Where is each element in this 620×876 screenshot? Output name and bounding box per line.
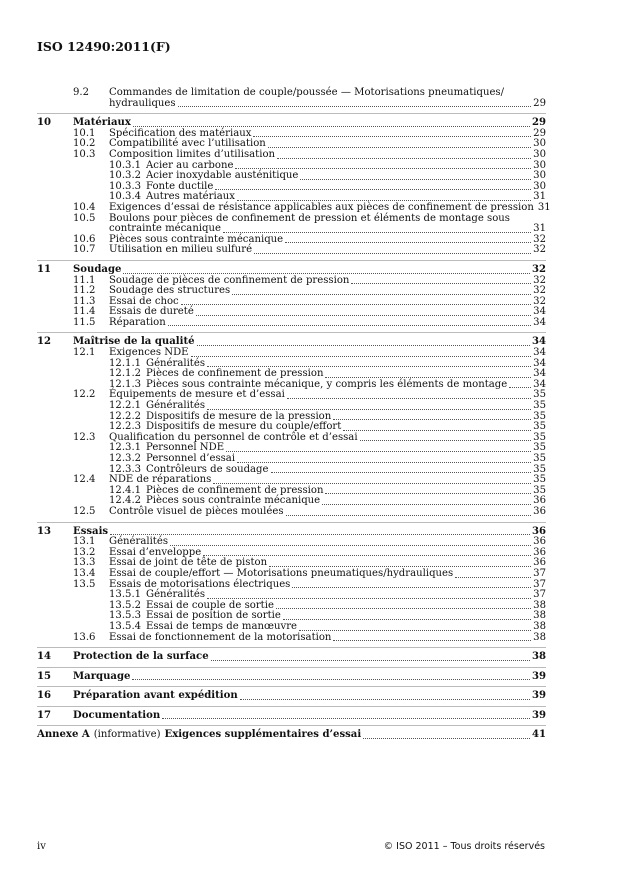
toc-entry-page: 32 bbox=[533, 244, 546, 256]
toc-chapter-number: 17 bbox=[37, 709, 52, 721]
toc-subentry-number: 12.2.3 bbox=[109, 421, 142, 433]
toc-subentry-number: 10.3.3 bbox=[109, 180, 142, 192]
toc-chapter-page: 34 bbox=[531, 336, 546, 348]
toc-subentry-page: 36 bbox=[533, 495, 546, 507]
toc-chapter-number: 11 bbox=[37, 263, 52, 275]
toc-entry-page: 32 bbox=[533, 233, 546, 245]
toc-subentry-title: Pièces sous contrainte mécanique bbox=[146, 495, 321, 507]
toc-entry-number: 13.6 bbox=[73, 631, 96, 643]
toc-subentry-number: 13.5.2 bbox=[109, 599, 142, 611]
toc-entry-number: 12.3 bbox=[73, 431, 96, 443]
toc-subentry-title: Essai de temps de manœuvre bbox=[146, 620, 297, 632]
toc-entry-page: 36 bbox=[533, 536, 546, 548]
toc-chapter bbox=[37, 652, 546, 663]
toc-subentry-title: Généralités bbox=[146, 357, 206, 369]
toc-subentry-number: 12.3.1 bbox=[109, 442, 142, 454]
toc-subentry-title: Acier inoxydable austénitique bbox=[146, 170, 299, 182]
toc-entry-page: 38 bbox=[533, 631, 546, 643]
toc-subentry-title: Contrôleurs de soudage bbox=[146, 463, 269, 475]
toc-entry-title: Soudage de pièces de confinement de pression bbox=[109, 274, 350, 286]
toc-entry-title: Essai d’enveloppe bbox=[109, 546, 202, 558]
toc-entry-number: 13.3 bbox=[73, 557, 96, 569]
toc-entry-number: 9.2 bbox=[73, 87, 90, 98]
toc-entry-number: 13.5 bbox=[73, 578, 96, 590]
toc-entry-page: 32 bbox=[533, 285, 546, 297]
toc-entry-number: 13.1 bbox=[73, 536, 96, 548]
toc-subentry-page: 34 bbox=[533, 368, 546, 380]
toc-entry bbox=[37, 318, 546, 329]
toc-subentry-title: Dispositifs de mesure du couple/effort bbox=[146, 421, 342, 433]
toc-chapter-number: 15 bbox=[37, 670, 52, 682]
toc-entry-title: Composition limites d’utilisation bbox=[109, 148, 276, 160]
toc-entry-page: 35 bbox=[533, 431, 546, 443]
toc-subentry-page: 35 bbox=[533, 421, 546, 433]
toc-chapter-page: 32 bbox=[531, 263, 546, 275]
toc-entry-page: 30 bbox=[533, 138, 546, 150]
toc-subentry-title: Acier au carbone bbox=[146, 159, 234, 171]
toc-entry-number: 10.1 bbox=[73, 127, 96, 139]
toc-entry bbox=[37, 201, 551, 214]
toc-entry-page: 35 bbox=[533, 474, 546, 486]
toc-entry-title: Qualification du personnel de contrôle et d’essai bbox=[109, 431, 358, 443]
toc-subentry-number: 13.5.4 bbox=[109, 620, 142, 632]
toc-subentry bbox=[37, 454, 546, 465]
toc-chapter-number: 12 bbox=[37, 336, 52, 348]
toc-entry-number: 10.4 bbox=[73, 201, 96, 213]
divider bbox=[37, 725, 546, 726]
toc-entry-page: 36 bbox=[533, 546, 546, 558]
toc-subentry-number: 12.1.1 bbox=[109, 357, 142, 369]
page-number: iv bbox=[37, 841, 46, 852]
toc-entry-title: Exigences d’essai de résistance applicables aux pièces de confinement de pression bbox=[109, 201, 534, 213]
toc-entry-number: 11.5 bbox=[73, 316, 96, 328]
toc-entry-title: Essai de fonctionnement de la motorisation bbox=[109, 631, 332, 643]
toc-entry-number: 11.3 bbox=[73, 295, 96, 307]
toc-entry-title: Réparation bbox=[109, 316, 166, 328]
toc-chapter bbox=[37, 711, 546, 722]
annex-label: Annexe A bbox=[37, 729, 90, 741]
toc-entry-page: 36 bbox=[533, 557, 546, 569]
toc-entry-title: Généralités bbox=[109, 536, 169, 548]
toc-subentry-number: 10.3.2 bbox=[109, 170, 142, 182]
toc-chapter-number: 14 bbox=[37, 651, 52, 663]
toc-entry-number: 12.4 bbox=[73, 474, 96, 486]
toc-entry-title: Boulons pour pièces de confinement de pression et éléments de montage sous bbox=[109, 212, 510, 224]
toc-subentry-number: 10.3.1 bbox=[109, 159, 142, 171]
toc-entry-number: 10.5 bbox=[73, 212, 96, 224]
toc-chapter-title: Soudage bbox=[73, 263, 122, 275]
toc-subentry-title: Personnel d’essai bbox=[146, 453, 236, 464]
toc-chapter-title: Préparation avant expédition bbox=[73, 690, 238, 702]
toc-subentry-title: Personnel NDE bbox=[146, 442, 225, 454]
toc-entry-title: Contrôle visuel de pièces moulées bbox=[109, 505, 284, 517]
toc-entry-page: 31 bbox=[533, 223, 546, 235]
toc-chapter-title: Essais bbox=[73, 525, 109, 537]
toc-entry-title: contrainte mécanique bbox=[109, 223, 221, 235]
toc-entry-number: 13.4 bbox=[73, 567, 96, 579]
toc-entry-page: 37 bbox=[533, 567, 546, 579]
toc-entry-title: Exigences NDE bbox=[109, 347, 189, 359]
toc-chapter-page: 39 bbox=[531, 709, 546, 721]
toc-chapter-number: 10 bbox=[37, 117, 52, 129]
toc-entry-number: 10.2 bbox=[73, 138, 96, 150]
toc-chapter-title: Maîtrise de la qualité bbox=[73, 336, 195, 348]
toc-entry-page: 30 bbox=[533, 148, 546, 160]
divider bbox=[37, 332, 546, 333]
toc-entry-number: 12.2 bbox=[73, 389, 96, 401]
toc-chapter-number: 16 bbox=[37, 690, 52, 702]
toc-chapter-number: 13 bbox=[37, 525, 52, 537]
toc-entry-page: 29 bbox=[533, 97, 546, 109]
toc-subentry-page: 35 bbox=[533, 410, 546, 422]
toc-entry-title: NDE de réparations bbox=[109, 474, 212, 486]
annex-title: Exigences supplémentaires d’essai bbox=[164, 729, 362, 741]
toc-entry bbox=[37, 88, 546, 99]
toc-entry-title: Compatibilité avec l’utilisation bbox=[109, 138, 266, 150]
toc-entry-page: 32 bbox=[533, 274, 546, 286]
divider bbox=[37, 706, 546, 707]
toc-subentry-page: 35 bbox=[533, 453, 546, 464]
toc-subentry-page: 31 bbox=[533, 191, 546, 203]
toc-subentry-number: 12.3.3 bbox=[109, 463, 142, 475]
table-of-contents bbox=[37, 87, 551, 741]
toc-entry-page: 34 bbox=[533, 347, 546, 359]
toc-subentry-page: 35 bbox=[533, 463, 546, 475]
toc-entry-number: 10.6 bbox=[73, 233, 96, 245]
toc-entry-title: Équipements de mesure et d’essai bbox=[109, 389, 285, 401]
toc-subentry-page: 38 bbox=[533, 599, 546, 611]
divider bbox=[37, 647, 546, 648]
toc-subentry-number: 13.5.3 bbox=[109, 610, 142, 622]
toc-chapter bbox=[37, 265, 546, 276]
toc-entry-number: 11.4 bbox=[73, 306, 96, 318]
divider bbox=[37, 686, 546, 687]
toc-chapter-title: Documentation bbox=[73, 709, 161, 721]
toc-subentry-page: 35 bbox=[533, 400, 546, 412]
document-header: ISO 12490:2011(F) bbox=[37, 39, 171, 54]
toc-subentry-number: 12.1.3 bbox=[109, 378, 142, 390]
toc-entry-page: 34 bbox=[533, 306, 546, 318]
toc-entry-title: Spécification des matériaux bbox=[109, 127, 252, 139]
toc-chapter bbox=[37, 691, 546, 702]
toc-entry-title: Soudage des structures bbox=[109, 285, 231, 297]
toc-entry-title: Essais de motorisations électriques bbox=[109, 578, 291, 590]
toc-entry bbox=[37, 245, 546, 256]
toc-subentry-page: 35 bbox=[533, 442, 546, 454]
toc-chapter-title: Protection de la surface bbox=[73, 651, 209, 663]
toc-subentry-page: 38 bbox=[533, 610, 546, 622]
toc-entry-page: 36 bbox=[533, 505, 546, 517]
toc-entry-title: Commandes de limitation de couple/poussée — Motorisations pneumatiques/ bbox=[109, 87, 504, 98]
toc-chapter-title: Marquage bbox=[73, 670, 131, 682]
divider bbox=[37, 667, 546, 668]
toc-subentry-page: 30 bbox=[533, 170, 546, 182]
toc-entry-number: 12.1 bbox=[73, 347, 96, 359]
toc-chapter-page: 39 bbox=[531, 670, 546, 682]
toc-subentry-title: Essai de position de sortie bbox=[146, 610, 281, 622]
toc-subentry-number: 12.4.1 bbox=[109, 484, 142, 496]
toc-subentry-number: 12.1.2 bbox=[109, 368, 142, 380]
toc-subentry-page: 35 bbox=[533, 484, 546, 496]
toc-entry-number: 11.1 bbox=[73, 274, 96, 286]
divider bbox=[37, 260, 546, 261]
toc-entry-page: 35 bbox=[533, 389, 546, 401]
toc-subentry-page: 38 bbox=[533, 620, 546, 632]
annex-page: 41 bbox=[531, 729, 546, 741]
toc-chapter-page: 39 bbox=[531, 690, 546, 702]
divider bbox=[37, 113, 546, 114]
toc-subentry-title: Généralités bbox=[146, 400, 206, 412]
toc-entry-title: Essai de choc bbox=[109, 295, 179, 307]
toc-subentry-page: 34 bbox=[533, 378, 546, 390]
toc-subentry-title: Pièces de confinement de pression bbox=[146, 368, 324, 380]
toc-entry-number: 10.3 bbox=[73, 148, 96, 160]
toc-subentry-title: Généralités bbox=[146, 589, 206, 601]
toc-entry-title: hydrauliques bbox=[109, 97, 176, 109]
toc-entry bbox=[37, 569, 546, 580]
toc-subentry-number: 10.3.4 bbox=[109, 191, 142, 203]
toc-entry-title: Essai de couple/effort — Motorisations pneumatiques/hydrauliques bbox=[109, 567, 454, 579]
toc-entry-title: Pièces sous contrainte mécanique bbox=[109, 233, 284, 245]
toc-subentry-page: 34 bbox=[533, 357, 546, 369]
toc-entry-number: 11.2 bbox=[73, 285, 96, 297]
toc-subentry-title: Essai de couple de sortie bbox=[146, 599, 274, 611]
toc-subentry-page: 37 bbox=[533, 589, 546, 601]
toc-subentry-number: 12.2.2 bbox=[109, 410, 142, 422]
toc-entry-number: 12.5 bbox=[73, 505, 96, 517]
toc-entry-page: 37 bbox=[533, 578, 546, 590]
toc-subentry-title: Dispositifs de mesure de la pression bbox=[146, 410, 332, 422]
divider bbox=[37, 522, 546, 523]
toc-chapter-page: 36 bbox=[531, 525, 546, 537]
toc-entry-title: Utilisation en milieu sulfuré bbox=[109, 244, 253, 256]
toc-entry-page: 31 bbox=[537, 201, 551, 213]
toc-subentry-title: Fonte ductile bbox=[146, 180, 214, 192]
toc-entry-title: Essai de joint de tête de piston bbox=[109, 557, 268, 569]
toc-chapter-title: Matériaux bbox=[73, 117, 131, 129]
toc-entry-number: 13.2 bbox=[73, 546, 96, 558]
toc-entry bbox=[37, 507, 546, 518]
toc-annex bbox=[37, 730, 546, 741]
toc-entry-page: 29 bbox=[533, 127, 546, 139]
toc-entry-page: 32 bbox=[533, 295, 546, 307]
toc-entry bbox=[37, 150, 546, 161]
toc-subentry-number: 13.5.1 bbox=[109, 589, 142, 601]
toc-subentry-page: 30 bbox=[533, 159, 546, 171]
toc-subentry-number: 12.3.2 bbox=[109, 453, 142, 464]
toc-subentry-title: Pièces de confinement de pression bbox=[146, 484, 324, 496]
toc-entry-page: 34 bbox=[533, 316, 546, 328]
toc-subentry-title: Pièces sous contrainte mécanique, y compris les éléments de montage bbox=[146, 378, 508, 390]
toc-chapter bbox=[37, 672, 546, 683]
annex-kind: (informative) bbox=[93, 729, 161, 741]
toc-subentry-number: 12.2.1 bbox=[109, 400, 142, 412]
toc-entry-title: Essais de dureté bbox=[109, 306, 194, 318]
toc-subentry bbox=[37, 622, 546, 633]
toc-subentry-page: 30 bbox=[533, 180, 546, 192]
toc-chapter-page: 29 bbox=[531, 117, 546, 129]
toc-entry-continuation bbox=[37, 99, 546, 110]
toc-chapter-page: 38 bbox=[531, 651, 546, 663]
toc-subentry-number: 12.4.2 bbox=[109, 495, 142, 507]
toc-entry bbox=[37, 633, 546, 644]
toc-subentry-title: Autres matériaux bbox=[146, 191, 235, 203]
copyright-notice: © ISO 2011 – Tous droits réservés bbox=[383, 841, 545, 852]
toc-entry-number: 10.7 bbox=[73, 244, 96, 256]
